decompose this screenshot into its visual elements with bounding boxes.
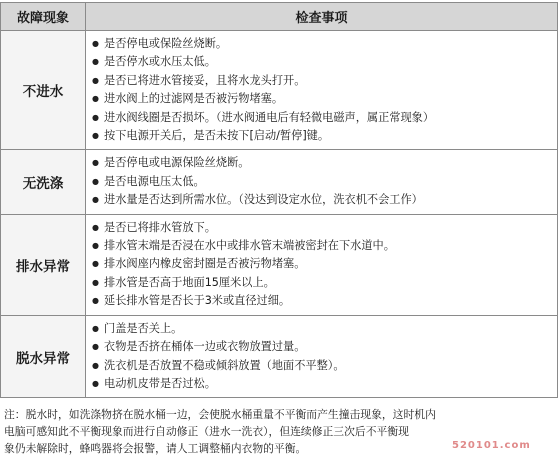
list-item: ● 电动机皮带是否过松。: [92, 375, 557, 393]
list-item: ● 排水阀座内橡皮密封圈是否被污物堵塞。: [92, 255, 557, 273]
symptom-spin-abnormal: 脱水异常: [1, 315, 86, 398]
header-symptom: 故障现象: [1, 3, 86, 31]
list-item: ● 排水管是否高于地面15厘米以上。: [92, 274, 557, 292]
check-list: [86, 316, 557, 398]
list-item: ● 排水管末端是否浸在水中或排水管末端被密封在下水道中。: [92, 237, 557, 255]
footnote-line: 象仍未解除时，蜂鸣器将会报警，请人工调整桶内衣物的平衡。: [4, 442, 307, 455]
list-item: ● 延长排水管是否长于3米或直径过细。: [92, 292, 557, 310]
watermark: 520101.com: [452, 440, 531, 451]
list-item: ● 进水量是否达到所需水位。（没达到设定水位，洗衣机不会工作）: [92, 191, 557, 209]
list-item: ● 门盖是否关上。: [92, 320, 557, 338]
table-row: [1, 214, 558, 315]
list-item: ● 进水阀线圈是否损坏。（进水阀通电后有轻微电磁声，属正常现象）: [92, 109, 557, 127]
check-list-cell: [86, 150, 558, 214]
header-check-items: 检查事项: [86, 3, 558, 31]
check-list: [86, 31, 557, 149]
list-item: ● 进水阀上的过滤网是否被污物堵塞。: [92, 90, 557, 108]
footnote-line: 注：脱水时，如洗涤物挤在脱水桶一边，会使脱水桶重量不平衡而产生撞击现象，这时机内: [4, 408, 436, 421]
check-list-cell: [86, 31, 558, 150]
table-row: [1, 150, 558, 214]
list-item: ● 是否停电或保险丝烧断。: [92, 35, 557, 53]
table-row: [1, 31, 558, 150]
check-list-cell: [86, 315, 558, 398]
list-item: ● 洗衣机是否放置不稳或倾斜放置（地面不平整）。: [92, 357, 557, 375]
list-item: ● 是否已将排水管放下。: [92, 219, 557, 237]
symptom-no-washing: 无洗涤: [1, 150, 86, 214]
list-item: ● 是否电源电压太低。: [92, 173, 557, 191]
list-item: ● 是否已将进水管接妥，且将水龙头打开。: [92, 72, 557, 90]
symptom-drain-abnormal: 排水异常: [1, 214, 86, 315]
symptom-no-water-inlet: 不进水: [1, 31, 86, 150]
table-header-row: [1, 3, 558, 31]
list-item: ● 衣物是否挤在桶体一边或衣物放置过量。: [92, 338, 557, 356]
check-list-cell: [86, 214, 558, 315]
check-list: [86, 150, 557, 213]
check-list: [86, 215, 557, 315]
list-item: ● 是否停水或水压太低。: [92, 53, 557, 71]
table-row: [1, 315, 558, 398]
troubleshooting-table: [0, 2, 558, 398]
list-item: ● 按下电源开关后，是否未按下[启动/暂停]键。: [92, 127, 557, 145]
list-item: ● 是否停电或电源保险丝烧断。: [92, 154, 557, 172]
footnote-line: 电脑可感知此不平衡现象而进行自动修正（进水一洗衣），但连续修正三次后不平衡现: [4, 425, 409, 438]
